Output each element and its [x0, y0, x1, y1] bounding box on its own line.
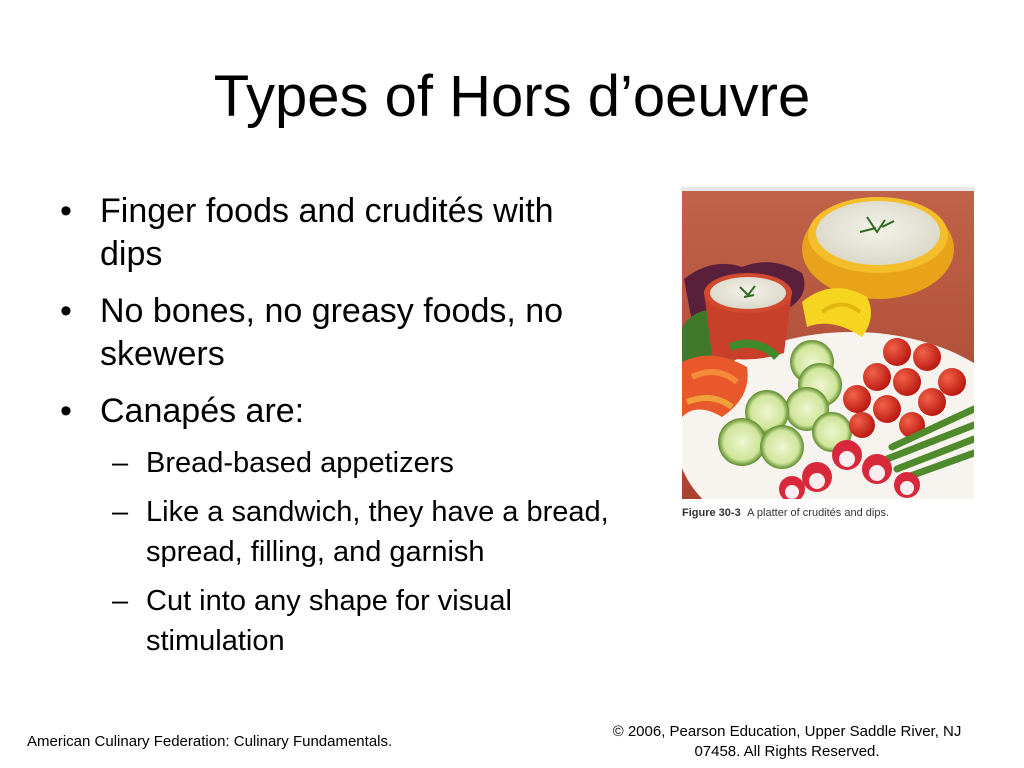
bullet-marker: •	[60, 192, 72, 230]
slide-title: Types of Hors d’oeuvre	[213, 64, 811, 129]
crudites-platter-image	[682, 187, 974, 499]
bullet-text: Canapés are:	[100, 392, 305, 430]
sub-bullet-item	[102, 492, 678, 572]
sub-bullet-marker: –	[112, 585, 129, 617]
sub-bullet-item	[102, 443, 678, 483]
bullet-item	[58, 290, 678, 376]
sub-bullet-text: Bread-based appetizers	[146, 447, 454, 479]
sub-bullet-item	[102, 581, 678, 661]
copyright-line-2: 07458. All Rights Reserved.	[694, 743, 880, 760]
bullet-item	[58, 390, 678, 661]
sub-bullet-marker: –	[112, 447, 129, 479]
bullet-text: No bones, no greasy foods, no skewers	[100, 292, 564, 373]
bullet-marker: •	[60, 292, 72, 330]
sub-bullet-marker: –	[112, 496, 129, 528]
figure-label: Figure 30-3	[682, 507, 741, 519]
copyright-line-1: © 2006, Pearson Education, Upper Saddle River, NJ	[612, 723, 962, 740]
sub-bullet-list	[102, 443, 678, 661]
sub-bullet-text: Like a sandwich, they have a bread, spread, filling, and garnish	[146, 496, 609, 568]
bullet-marker: •	[60, 392, 72, 430]
footer-source: American Culinary Federation: Culinary Fundamentals.	[27, 733, 393, 750]
figure-caption-text: A platter of crudités and dips.	[747, 507, 890, 519]
bullet-text: Finger foods and crudités with dips	[100, 192, 554, 273]
bullet-list	[58, 190, 678, 675]
footer-copyright	[585, 722, 989, 762]
sub-bullet-text: Cut into any shape for visual stimulation	[146, 585, 512, 657]
figure-caption	[682, 507, 889, 519]
bullet-item	[58, 190, 678, 276]
